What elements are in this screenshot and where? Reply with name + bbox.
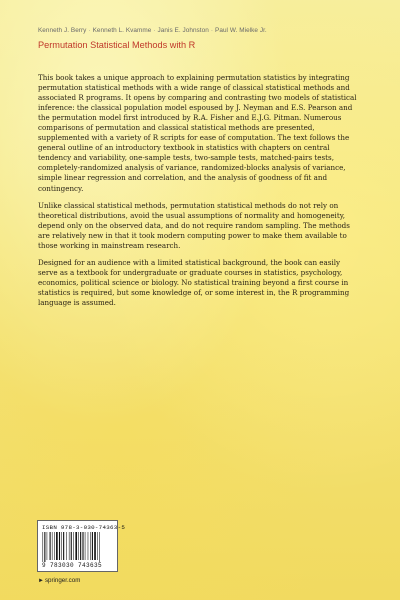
barcode-bars xyxy=(42,532,113,562)
barcode-bar xyxy=(85,532,86,560)
isbn-label: ISBN 978-3-030-74363-5 xyxy=(42,524,126,531)
publisher-url: springer.com xyxy=(44,577,81,584)
barcode-bar xyxy=(99,532,100,562)
author-list xyxy=(38,27,267,34)
barcode-bar xyxy=(90,532,91,560)
description-paragraph: Unlike classical statistical methods, permutation statistical methods do not rely on theoretical distributions, avoid the usual assumptions of normality and homogeneity, depend only on the observed data, and do not require random sampling. The methods are relatively new in that it took modern computing power to make them available to those working in mainstream research. xyxy=(38,200,350,250)
author-name: Janis E. Johnston xyxy=(157,27,209,34)
barcode-bar xyxy=(71,532,72,560)
author-name: Paul W. Mielke Jr. xyxy=(215,27,267,34)
barcode-bar xyxy=(78,532,79,560)
book-title: Permutation Statistical Methods with R xyxy=(38,40,196,50)
barcode-bar xyxy=(88,532,89,560)
author-separator: · xyxy=(210,27,214,34)
isbn-barcode xyxy=(37,520,126,572)
author-name: Kenneth L. Kvamme xyxy=(92,27,152,34)
barcode-bar xyxy=(92,532,93,560)
barcode-bar xyxy=(50,532,51,560)
author-separator: · xyxy=(88,27,91,34)
description-paragraph: This book takes a unique approach to explaining permutation statistics by integrating permutation statistical methods with a wide range of classical statistical methods and associated R programs. It opens by comparing and contrasting two models of statistical inference: the classical population model espoused by J. Neyman and E.S. Pearson and the permutation model first introduced by R.A. Fisher and E.J.G. Pitman. Numerous comparisons of permutation and classical statistical methods are presented, supplemented with a variety of R scripts for ease of computation. The text follows the general outline of an introductory textbook in statistics with chapters on central tendency and variability, one-sample tests, two-sample tests, matched-pairs tests, completely-randomized analysis of variance, randomized-blocks analysis of variance, simple linear regression and correlation, and the analysis of goodness of fit and contingency. xyxy=(38,73,357,193)
arrow-icon: ► xyxy=(38,578,44,584)
barcode-bar xyxy=(82,532,83,560)
barcode-bar xyxy=(59,532,60,560)
barcode-bar xyxy=(56,532,58,560)
author-separator: · xyxy=(153,27,156,34)
barcode-bar xyxy=(73,532,74,560)
barcode-bar xyxy=(97,532,98,560)
barcode-bar xyxy=(66,532,67,560)
barcode-bar xyxy=(75,532,77,560)
barcode-bar xyxy=(94,532,96,560)
barcode-bar xyxy=(69,532,70,560)
publisher-link[interactable] xyxy=(38,577,80,584)
barcode-bar xyxy=(80,532,81,560)
barcode-bar xyxy=(44,532,45,562)
barcode-bar xyxy=(43,532,44,562)
barcode-bar xyxy=(52,532,53,560)
barcode-bar xyxy=(61,532,62,560)
description-paragraph: Designed for an audience with a limited statistical background, the book can easily serve as a textbook for undergraduate or graduate courses in statistics, psychology, economics, political science or biology. No statistical training beyond a first course in statistics is required, but some knowledge of, or some interest in, the R programming language is assumed. xyxy=(38,257,350,307)
barcode-digits: 9 783030 743635 xyxy=(42,562,103,569)
book-description xyxy=(38,73,361,315)
barcode-bar xyxy=(47,532,48,560)
barcode-bar xyxy=(63,532,64,560)
author-name: Kenneth J. Berry xyxy=(38,27,87,34)
barcode-bar xyxy=(54,532,55,560)
